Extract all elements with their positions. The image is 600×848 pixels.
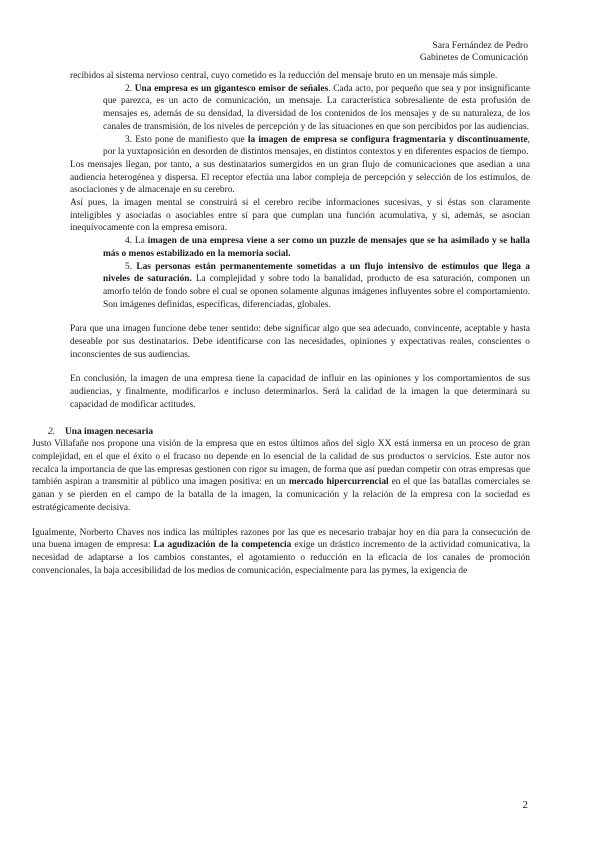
- section-heading: 2. Una imagen necesaria: [48, 426, 154, 437]
- list-item-4-bold: imagen de una empresa viene a ser como un puzzle de mensajes que se ha asimilado y se halla más o menos estabilizado en la memoria social.: [103, 236, 530, 259]
- page-number: 2: [522, 799, 528, 811]
- list-item-2-bold: Una empresa es un gigantesco emisor de señales: [134, 83, 329, 94]
- page-header: [420, 40, 528, 64]
- paragraph-conclusion: En conclusión, la imagen de una empresa tiene la capacidad de influir en las opiniones y los comportamientos de sus audiencias, y finalmente, modificarlos e incluso determinarlos. Será la calidad de la imagen la que determinará su capacidad de modificar actitudes.: [70, 374, 530, 410]
- list-item-5: 5. Las personas están permanentemente sometidas a un flujo intensivo de estímulos que llega a niveles de saturación. La complejidad y sobre todo la banalidad, producto de esa saturación, componen un amorfo telón de fondo sobre el cual se oponen solamente algunas imágenes influyentes sobre el comportamiento. Son imágenes definidas, específicas, diferenciadas, globales.: [103, 261, 530, 310]
- paragraph-imagen-mental: Así pues, la imagen mental se construirá si el cerebro recibe informaciones sucesivas, y si éstas son claramente inteligibles y asociadas o asociables entre sí para que cumplan una función acumulativa, y si, además, se asocian inequívocamente con la empresa emisora.: [70, 198, 530, 234]
- paragraph-villafane: Justo Villafañe nos propone una visión de la empresa que en estos últimos años del siglo XX está inmersa en un proceso de gran complejidad, en el que el éxito o el fracaso no depende en lo esencial de la calidad de sus productos o servicios. Este autor nos recalca la importancia de que las empresas gestionen con rigor su imagen, de forma que así puedan competir con otras empresas que también aspiran a transmitir al público una imagen positiva: en un mercado hipercurrencial en el que las batallas comerciales se ganan y se pierden en el campo de la batalla de la imagen, la comunicación y la relación de la empresa con la sociedad es estratégicamente decisiva.: [32, 439, 531, 513]
- paragraph-chaves: Igualmente, Norberto Chaves nos indica las múltiples razones por las que es necesario trabajar hoy en día para la consecución de una buena imagen de empresa: La agudización de la competencia exige un drástico incremento de la actividad comunicativa, la necesidad de adaptarse a los cambios constantes, el agotamiento o reducción en la eficacia de los canales de promoción convencionales, la baja accesibilidad de los medios de comunicación, especialmente para las pymes, la exigencia de: [32, 527, 531, 576]
- list-item-2: 2. Una empresa es un gigantesco emisor de señales. Cada acto, por pequeño que sea y por insignificante que parezca, es un acto de comunicación, un mensaje. La característica sobresaliente de esta profusión de mensajes es, además de su densidad, la diversidad de los contenidos de los mensajes y de su naturaleza, de los canales de transmisión, de los niveles de percepción y de las situaciones en que son percibidos por las audiencias.: [103, 83, 531, 132]
- header-department: Gabinetes de Comunicación: [419, 52, 528, 63]
- bold-mercado: mercado hipercurrencial: [288, 477, 389, 488]
- paragraph-sentido: Para que una imagen funcione debe tener sentido: debe significar algo que sea adecuado, convincente, aceptable y hasta deseable por sus destinatarios. Debe identificarse con las necesidades, opiniones y expectativas reales, conscientes o inconscientes de sus audiencias.: [70, 324, 530, 360]
- list-item-3: 3. Esto pone de manifiesto que la imagen de empresa se configura fragmentaria y discontinuamente, por la yuxtaposición en desorden de distintos mensajes, en distintos contextos y en diferentes espacios de tiempo.: [103, 134, 531, 158]
- section-2: [32, 426, 530, 578]
- list-item-5-bold: Las personas están permanentemente sometidas a un flujo intensivo de estímulos que llega a niveles de saturación.: [103, 261, 530, 285]
- list-item-3-bold: la imagen de empresa se configura fragmentaria y discontinuamente: [247, 134, 528, 145]
- header-author: Sara Fernández de Pedro: [432, 40, 528, 51]
- bold-competencia: La agudización de la competencia: [153, 540, 292, 551]
- paragraph-continuation: recibidos al sistema nervioso central, cuyo cometido es la reducción del mensaje bruto en un mensaje más simple.: [70, 71, 498, 81]
- page-body: [32, 70, 531, 577]
- list-item-4: 4. La imagen de una empresa viene a ser como un puzzle de mensajes que se ha asimilado y se halla más o menos estabilizado en la memoria social.: [103, 236, 530, 259]
- paragraph-mensajes: Los mensajes llegan, por tanto, a sus destinatarios sumergidos en un gran flujo de comunicaciones que asedian a una audiencia heterogénea y dispersa. El receptor efectúa una labor compleja de percepción y selección de los estímulos, de asociaciones y de almacenaje en su cerebro.: [70, 159, 530, 196]
